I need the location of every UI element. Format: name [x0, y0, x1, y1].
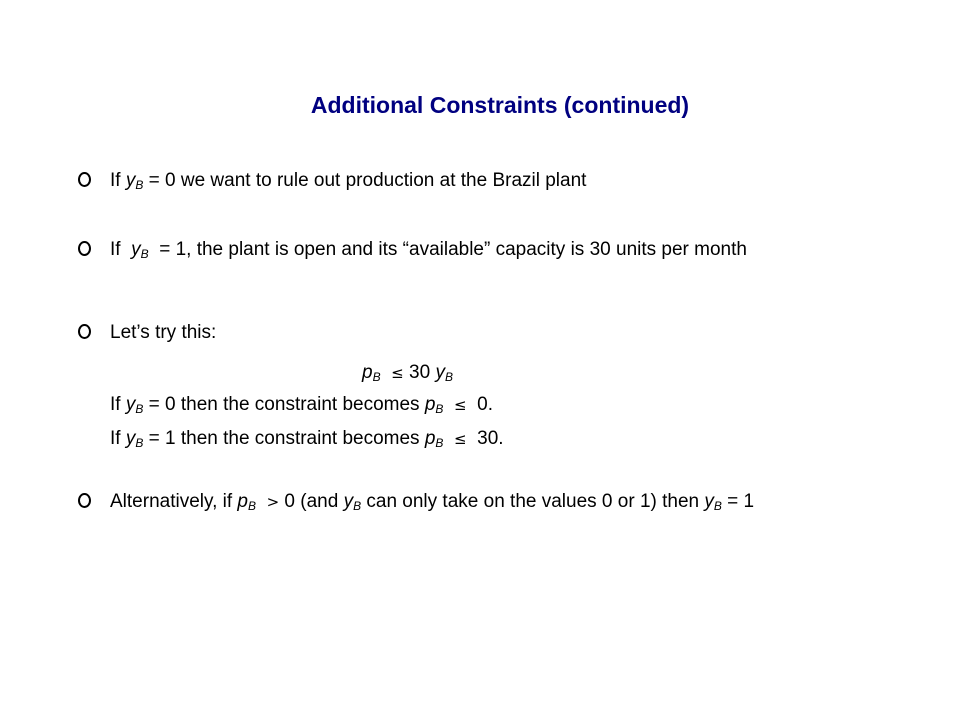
text-run: Alternatively, if — [110, 491, 238, 512]
subscript: B — [135, 436, 144, 450]
text-run: = 0 we want to rule out production at the Brazil plant — [143, 170, 587, 191]
math-variable: p — [237, 491, 248, 512]
text-run: If — [110, 170, 126, 191]
text-run: If — [110, 394, 126, 415]
text-run: If — [110, 428, 126, 449]
subscript: B — [444, 370, 453, 384]
subscript: B — [435, 436, 444, 450]
bullet-4 — [110, 491, 754, 517]
math-symbol: ≤ — [391, 364, 404, 382]
math-symbol: ≤ — [454, 430, 467, 448]
bullet-3 — [110, 322, 216, 344]
math-variable: y — [131, 239, 141, 260]
slide-title: Additional Constraints (continued) — [310, 92, 690, 118]
text-run — [256, 491, 267, 512]
subscript: B — [372, 370, 381, 384]
subscript: B — [435, 402, 444, 416]
hollow-circle-bullet-icon — [78, 239, 91, 261]
math-variable: y — [435, 362, 445, 383]
text-run — [443, 394, 454, 415]
math-variable: p — [424, 394, 436, 415]
text-run: 30 — [403, 362, 436, 383]
math-variable: y — [125, 170, 136, 191]
hollow-circle-bullet-icon — [78, 170, 91, 192]
text-run: = 1, the plant is open and its “available” capacity is 30 units per month — [148, 239, 747, 260]
hollow-circle-bullet-icon — [78, 322, 91, 344]
subscript: B — [248, 499, 257, 513]
text-run: If — [110, 239, 132, 260]
math-variable: p — [362, 362, 373, 383]
math-variable: y — [704, 491, 714, 512]
math-symbol: ≤ — [454, 396, 467, 414]
text-run: 30. — [466, 428, 504, 449]
text-run — [381, 362, 392, 383]
math-variable: y — [125, 428, 136, 449]
hollow-circle-bullet-icon — [78, 491, 91, 513]
subscript: B — [140, 247, 149, 261]
math-variable: y — [125, 394, 136, 415]
bullet-1 — [110, 170, 586, 196]
bullet-2 — [110, 239, 747, 265]
text-run: = 1 — [721, 491, 755, 512]
math-variable: p — [424, 428, 436, 449]
text-run — [443, 428, 454, 449]
text-run: Let’s try this: — [110, 322, 217, 343]
text-run: = 0 then the constraint becomes — [143, 394, 425, 415]
case-y1 — [110, 428, 504, 454]
subscript: B — [713, 499, 722, 513]
text-run: can only take on the values 0 or 1) then — [361, 491, 705, 512]
subscript: B — [135, 402, 144, 416]
subscript: B — [135, 178, 144, 192]
subscript: B — [353, 499, 362, 513]
case-y0 — [110, 394, 493, 420]
text-run: 0 (and — [279, 491, 344, 512]
math-variable: y — [343, 491, 354, 512]
constraint-formula — [362, 362, 453, 388]
text-run: = 1 then the constraint becomes — [143, 428, 425, 449]
text-run: 0. — [466, 394, 493, 415]
math-symbol: > — [266, 493, 280, 511]
